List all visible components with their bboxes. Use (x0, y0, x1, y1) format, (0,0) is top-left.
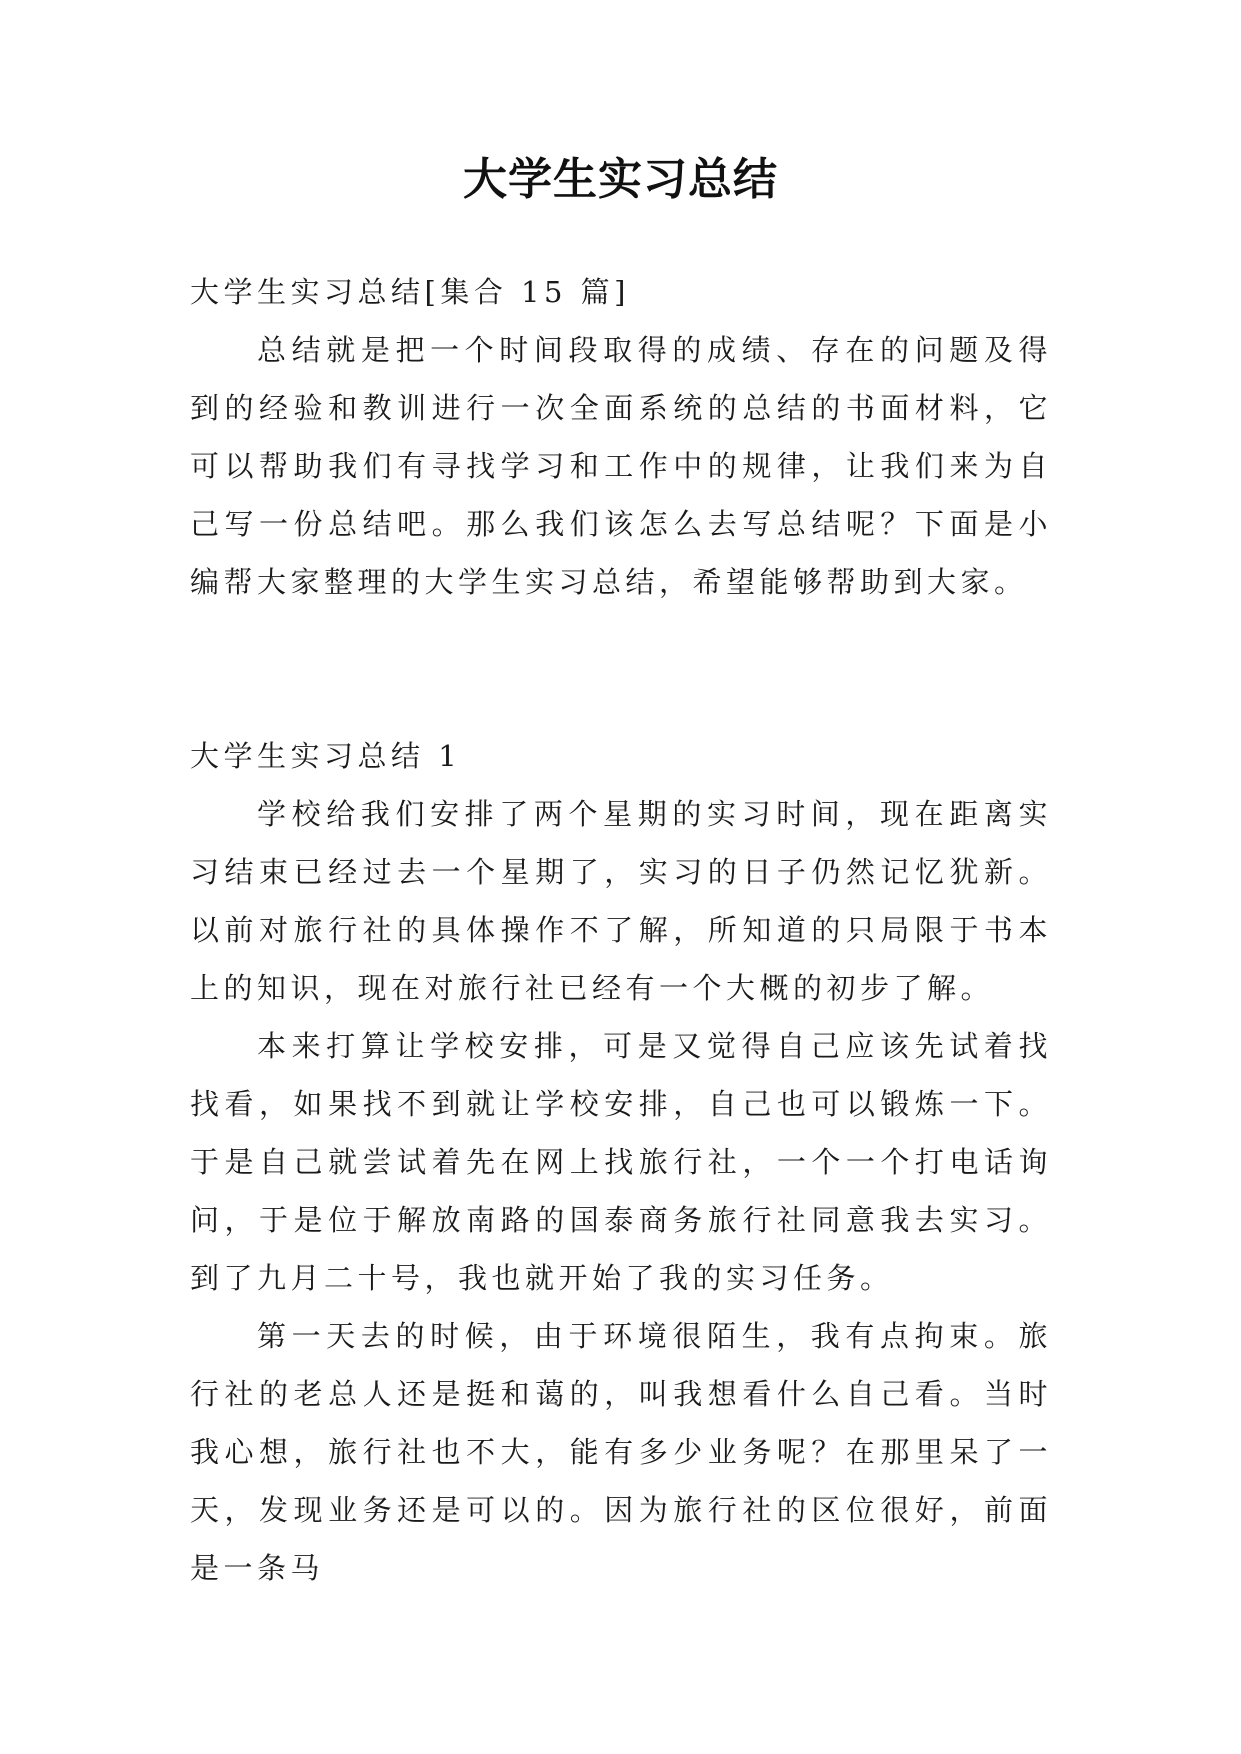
document-title: 大学生实习总结 (463, 154, 778, 205)
section-paragraph-1: 学校给我们安排了两个星期的实习时间，现在距离实习结束已经过去一个星期了，实习的日子仍然记忆犹新。以前对旅行社的具体操作不了解，所知道的只局限于书本上的知识，现在对旅行社已经有一个大概的初步了解。 (190, 797, 1052, 1005)
section-paragraph-3: 第一天去的时候，由于环境很陌生，我有点拘束。旅行社的老总人还是挺和蔼的，叫我想看什么自己看。当时我心想，旅行社也不大，能有多少业务呢？在那里呆了一天，发现业务还是可以的。因为旅行社的区位很好，前面是一条马 (190, 1319, 1052, 1585)
document-subtitle: 大学生实习总结[集合 15 篇] (190, 275, 630, 309)
section-spacer (190, 611, 1052, 727)
document-body (190, 263, 1052, 1597)
intro-paragraph: 总结就是把一个时间段取得的成绩、存在的问题及得到的经验和教训进行一次全面系统的总结的书面材料，它可以帮助我们有寻找学习和工作中的规律，让我们来为自己写一份总结吧。那么我们该怎么去写总结呢？下面是小编帮大家整理的大学生实习总结，希望能够帮助到大家。 (190, 333, 1052, 599)
section-heading: 大学生实习总结 1 (190, 739, 462, 773)
section-paragraph-2: 本来打算让学校安排，可是又觉得自己应该先试着找找看，如果找不到就让学校安排，自己也可以锻炼一下。于是自己就尝试着先在网上找旅行社，一个一个打电话询问，于是位于解放南路的国泰商务旅行社同意我去实习。到了九月二十号，我也就开始了我的实习任务。 (190, 1029, 1052, 1295)
